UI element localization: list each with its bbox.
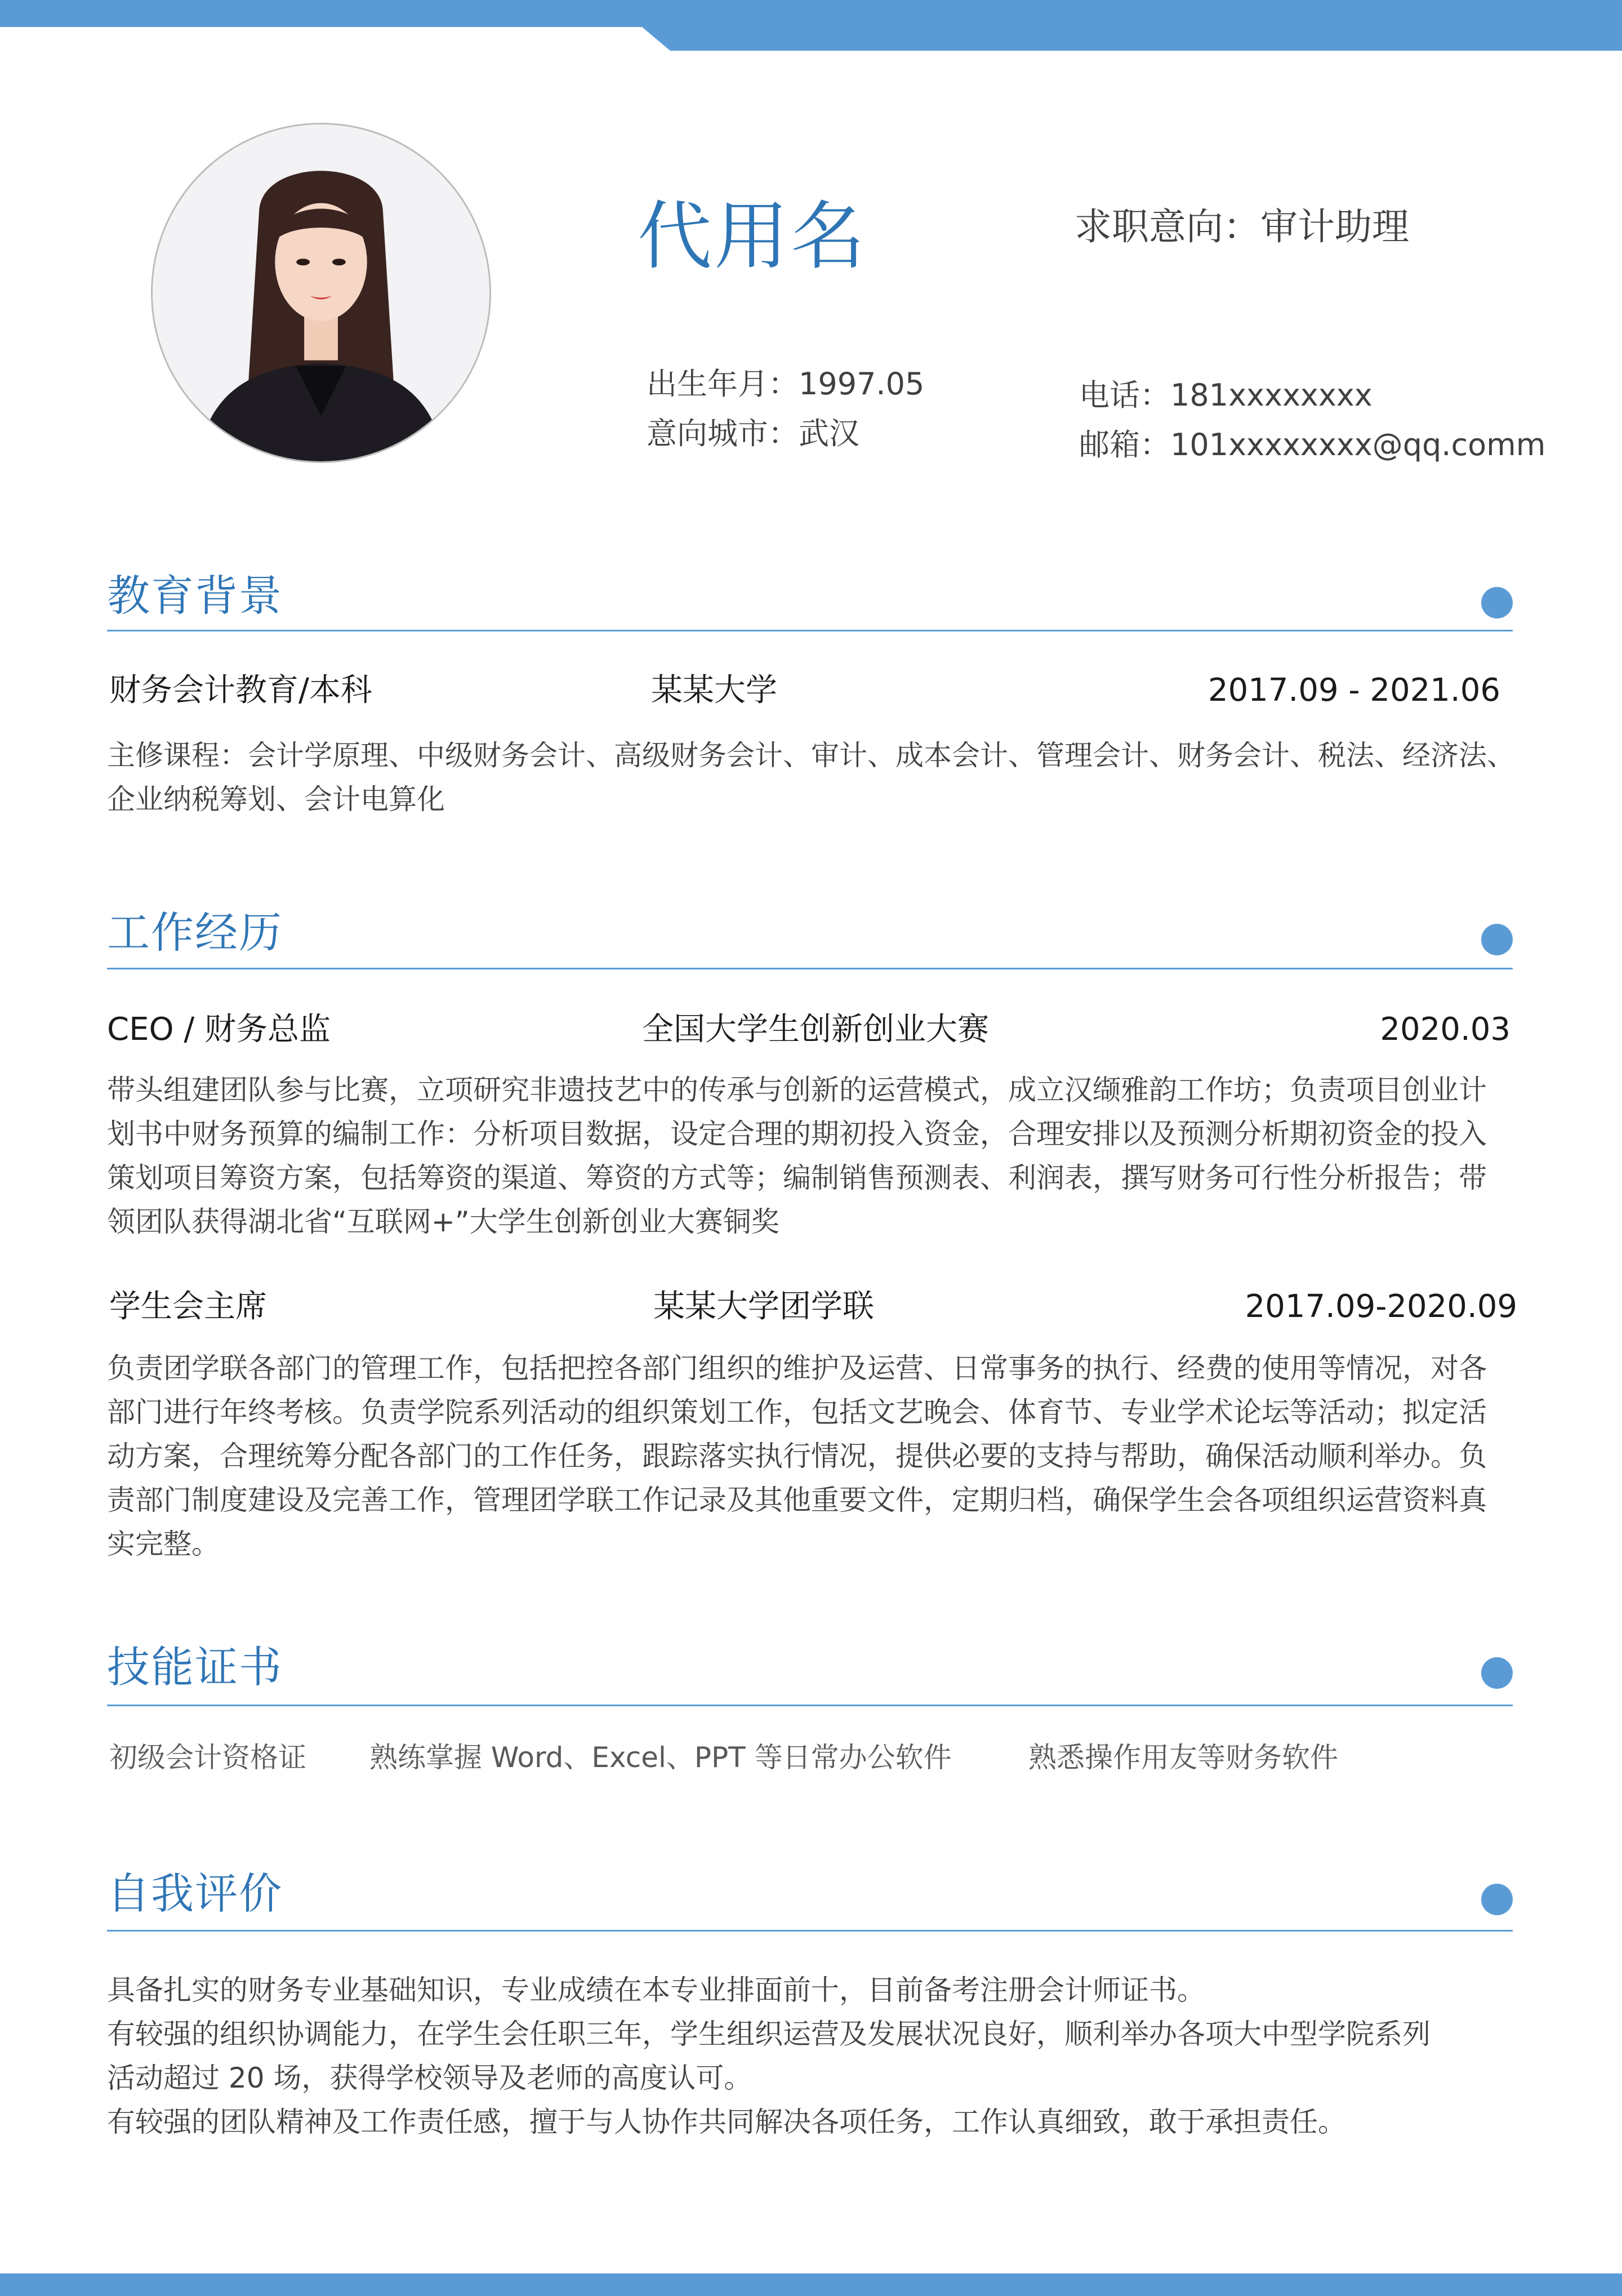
skill-item: 熟练掌握 Word、Excel、PPT 等日常办公软件 xyxy=(369,1741,952,1774)
section-divider xyxy=(107,1930,1513,1932)
skill-item: 熟悉操作用友等财务软件 xyxy=(1028,1741,1338,1774)
section-dot-icon xyxy=(1481,587,1513,619)
section-dot-icon xyxy=(1481,1884,1513,1915)
paragraph-line: 企业纳税筹划、会计电算化 xyxy=(107,783,445,816)
profile-photo xyxy=(151,123,491,463)
section-dot-icon xyxy=(1481,924,1513,955)
education-school: 某某大学 xyxy=(651,672,777,709)
paragraph-line: 领团队获得湖北省“互联网+”大学生创新创业大赛铜奖 xyxy=(107,1205,779,1238)
paragraph-line: 有较强的组织协调能力，在学生会任职三年，学生组织运营及发展状况良好，顺利举办各项大中型学院系列 xyxy=(107,2018,1431,2050)
skill-item: 初级会计资格证 xyxy=(109,1741,306,1774)
birth-date: 出生年月：1997.05 xyxy=(647,366,925,402)
paragraph-line: 具备扎实的财务专业基础知识，专业成绩在本专业排面前十，目前备考注册会计师证书。 xyxy=(107,1974,1205,2006)
paragraph-line: 有较强的团队精神及工作责任感，擅于与人协作共同解决各项任务，工作认真细致，敢于承担责任。 xyxy=(107,2106,1346,2138)
paragraph-line: 责部门制度建设及完善工作，管理团学联工作记录及其他重要文件，定期归档，确保学生会各项组织运营资料真 xyxy=(107,1484,1487,1516)
job-date: 2020.03 xyxy=(1380,1011,1510,1048)
section-dot-icon xyxy=(1481,1657,1513,1689)
paragraph-line: 划书中财务预算的编制工作：分析项目数据，设定合理的期初投入资金，合理安排以及预测分析期初资金的投入 xyxy=(107,1118,1487,1150)
section-title-self-eval: 自我评价 xyxy=(107,1868,283,1919)
job-organization: 某某大学团学联 xyxy=(653,1288,874,1325)
self-evaluation-text xyxy=(107,1968,1521,2144)
job-date: 2017.09-2020.09 xyxy=(1245,1288,1517,1325)
job-description xyxy=(107,1068,1521,1244)
job-role: CEO / 财务总监 xyxy=(107,1011,331,1048)
email: 邮箱：101xxxxxxxx@qq.comm xyxy=(1079,427,1546,462)
job-description xyxy=(107,1346,1521,1566)
paragraph-line: 动方案，合理统筹分配各部门的工作任务，跟踪落实执行情况，提供必要的支持与帮助，确保活动顺利举办。负 xyxy=(107,1440,1487,1472)
bottom-accent-bar xyxy=(0,2273,1622,2296)
paragraph-line: 主修课程：会计学原理、中级财务会计、高级财务会计、审计、成本会计、管理会计、财务会计、税法、经济法、 xyxy=(107,739,1515,772)
education-period: 2017.09 - 2021.06 xyxy=(1208,672,1500,709)
paragraph-line: 活动超过 20 场，获得学校领导及老师的高度认可。 xyxy=(107,2062,752,2094)
paragraph-line: 带头组建团队参与比赛，立项研究非遗技艺中的传承与创新的运营模式，成立汉缬雅韵工作坊；负责项目创业计 xyxy=(107,1074,1487,1106)
candidate-name: 代用名 xyxy=(638,193,867,280)
job-objective: 求职意向：审计助理 xyxy=(1075,205,1409,248)
section-divider xyxy=(107,968,1513,969)
job-role: 学生会主席 xyxy=(109,1288,267,1325)
paragraph-line: 负责团学联各部门的管理工作，包括把控各部门组织的维护及运营、日常事务的执行、经费的使用等情况，对各 xyxy=(107,1352,1487,1385)
job-organization: 全国大学生创新创业大赛 xyxy=(642,1011,989,1048)
intended-city: 意向城市：武汉 xyxy=(647,416,859,451)
section-title-skills: 技能证书 xyxy=(107,1642,283,1692)
education-courses xyxy=(107,733,1521,821)
section-title-education: 教育背景 xyxy=(107,571,283,621)
paragraph-line: 策划项目筹资方案，包括筹资的渠道、筹资的方式等；编制销售预测表、利润表，撰写财务可行性分析报告；带 xyxy=(107,1162,1487,1194)
top-accent-bar xyxy=(0,0,1622,51)
section-title-work: 工作经历 xyxy=(107,907,283,958)
section-divider xyxy=(107,1705,1513,1706)
education-major: 财务会计教育/本科 xyxy=(109,672,372,709)
section-divider xyxy=(107,630,1513,631)
paragraph-line: 实完整。 xyxy=(107,1528,220,1560)
paragraph-line: 部门进行年终考核。负责学院系列活动的组织策划工作，包括文艺晚会、体育节、专业学术论坛等活动；拟定活 xyxy=(107,1396,1487,1429)
phone: 电话：181xxxxxxxx xyxy=(1079,377,1373,413)
